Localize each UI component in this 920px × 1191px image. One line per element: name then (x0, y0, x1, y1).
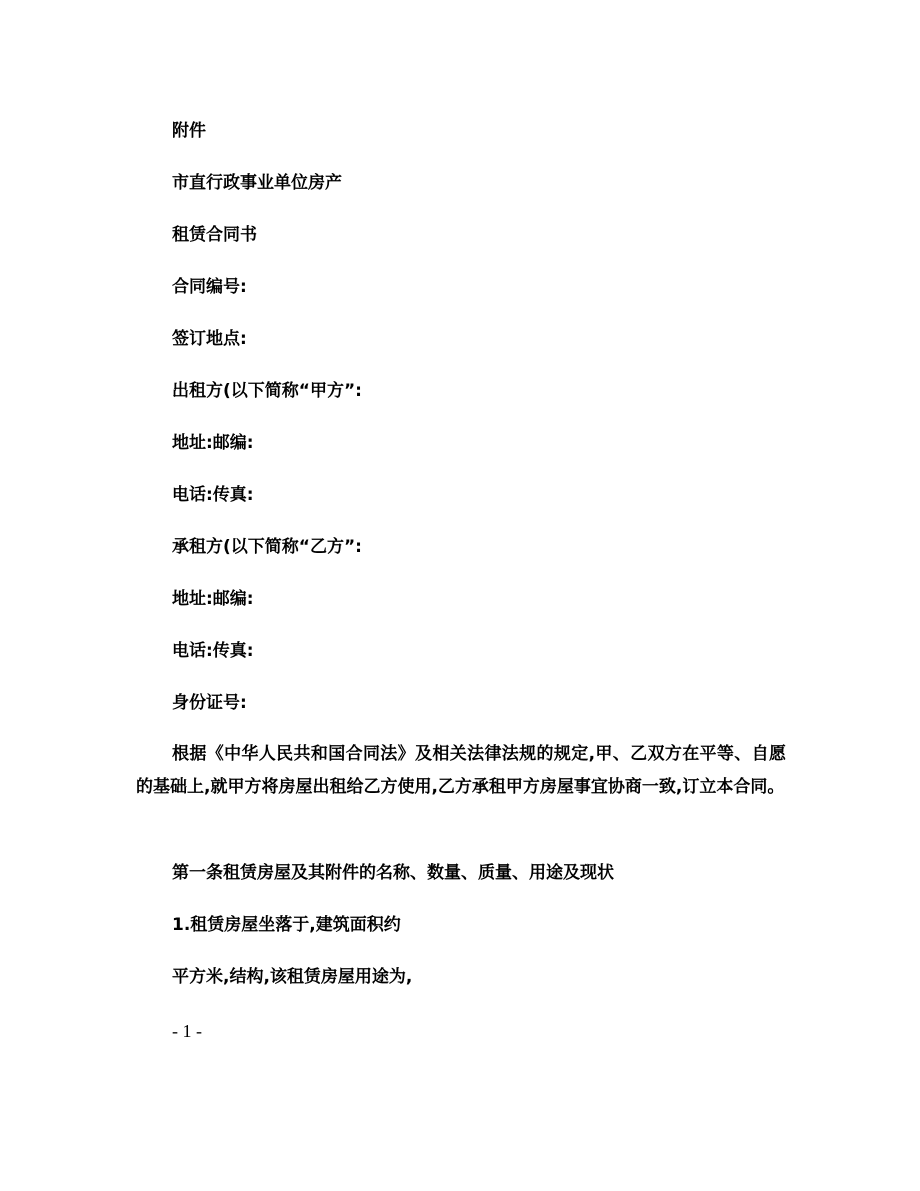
lessee-phone-field: 电话:传真: (172, 641, 254, 661)
preamble-paragraph: 根据《中华人民共和国合同法》及相关法律法规的规定,甲、乙双方在平等、自愿的基础上,就甲方将房屋出租给乙方使用,乙方承租甲方房屋事宜协商一致,订立本合同。 (136, 744, 786, 797)
lessee-address-field: 地址:邮编: (172, 589, 254, 609)
page-number: - 1 - (172, 1021, 202, 1041)
document-title-line1: 市直行政事业单位房产 (172, 173, 342, 193)
article1-item1-line1: 1.租赁房屋坐落于,建筑面积约 (172, 915, 401, 935)
contract-number-field: 合同编号: (172, 277, 247, 297)
lessee-heading: 承租方(以下简称“乙方”: (172, 537, 362, 557)
attachment-label: 附件 (172, 121, 206, 141)
lessor-phone-field: 电话:传真: (172, 485, 254, 505)
signing-place-field: 签订地点: (172, 329, 247, 349)
lessor-heading: 出租方(以下简称“甲方”: (172, 381, 362, 401)
lessee-id-number-field: 身份证号: (172, 693, 247, 713)
article1-item1-line2: 平方米,结构,该租赁房屋用途为, (172, 967, 413, 987)
lessor-address-field: 地址:邮编: (172, 433, 254, 453)
article1-title: 第一条租赁房屋及其附件的名称、数量、质量、用途及现状 (172, 863, 614, 883)
document-title-line2: 租赁合同书 (172, 225, 257, 245)
